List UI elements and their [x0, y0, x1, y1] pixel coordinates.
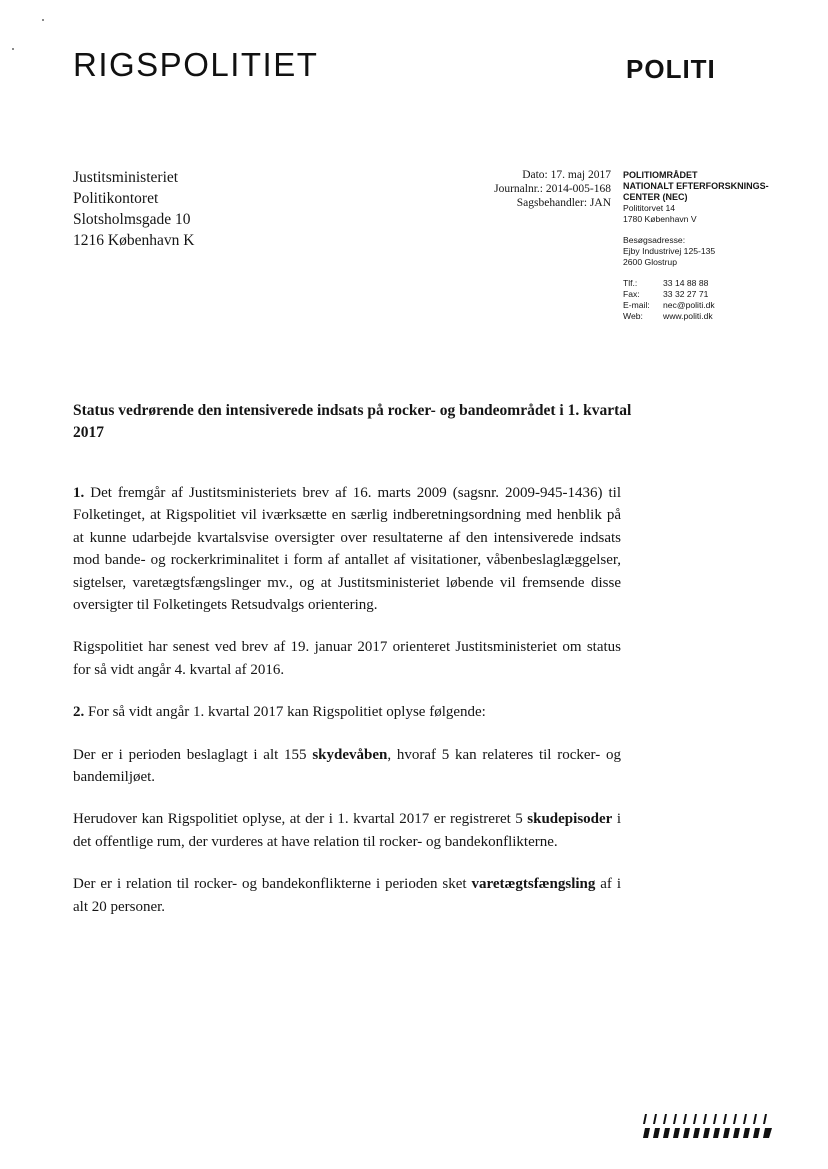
journal-number: Journalnr.: 2014-005-168	[494, 183, 611, 195]
contact-value: www.politi.dk	[663, 311, 713, 321]
paragraph-5	[73, 808, 621, 853]
contact-web	[623, 311, 769, 322]
paragraph-4	[73, 744, 621, 789]
letter-meta	[494, 168, 611, 210]
paragraph-2	[73, 636, 621, 681]
paragraph-1	[73, 482, 621, 616]
recipient-line: 1216 København K	[73, 232, 195, 249]
paragraph-text: Rigspolitiet har senest ved brev af 19. januar 2017 orienteret Justitsministeriet om status for så vidt angår 4. kvartal af 2016.	[73, 639, 621, 678]
contact-value: nec@politi.dk	[663, 300, 715, 310]
paragraph-text: af i alt 20 personer.	[73, 876, 621, 915]
case-handler: Sagsbehandler: JAN	[516, 197, 611, 209]
contact-key: Web:	[623, 311, 643, 321]
recipient-line: Slotsholmsgade 10	[73, 211, 191, 228]
unit-name: CENTER (NEC)	[623, 192, 688, 202]
scan-speck	[12, 48, 14, 50]
unit-name: POLITIOMRÅDET	[623, 170, 698, 180]
contact-key: Fax:	[623, 289, 640, 299]
unit-address: 1780 København V	[623, 214, 697, 224]
unit-name: NATIONALT EFTERFORSKNINGS-	[623, 181, 769, 191]
letter-body	[73, 482, 621, 938]
paragraph-3	[73, 701, 621, 723]
letter-subject: Status vedrørende den intensiverede indsats på rocker- og bandeområdet i 1. kvartal 2017	[73, 402, 632, 441]
paragraph-text: Der er i relation til rocker- og bandekonflikterne i perioden sket	[73, 876, 472, 893]
paragraph-text: Herudover kan Rigspolitiet oplyse, at der i 1. kvartal 2017 er registreret 5	[73, 811, 528, 828]
visit-address-label: Besøgsadresse:	[623, 235, 686, 245]
organization-title: RIGSPOLITIET	[73, 46, 319, 83]
paragraph-text: Det fremgår af Justitsministeriets brev af 16. marts 2009 (sagsnr. 2009-945-1436) til Folketinget, at Rigspolitiet vil iværksætte en særlig indberetningsordning med henblik på at kunne udarbejde kvartalsvise oversigter over resultaterne af den intensiverede indsats mod bande- og rockerkriminalitet i form af antallet af visitationer, våbenbeslaglæggelser, sigtelser, varetægtsfængslinger mv., og at Justitsministeriet løbende vil fremsende disse oversigter til Folketingets Retsudvalgs orientering.	[73, 485, 621, 614]
letter-date: Dato: 17. maj 2017	[522, 169, 611, 181]
section-number: 1.	[73, 485, 85, 501]
emphasis: skudepisoder	[527, 811, 613, 828]
paragraph-text: , hvoraf 5 kan relateres til rocker- og bandemiljøet.	[73, 746, 621, 786]
contact-key: Tlf.:	[623, 278, 638, 288]
recipient-line: Politikontoret	[73, 190, 159, 207]
visit-address: Ejby Industrivej 125-135	[623, 246, 716, 256]
contact-value: 33 32 27 71	[663, 289, 709, 299]
section-number: 2.	[73, 704, 85, 721]
contact-email	[623, 300, 769, 311]
unit-address: Polititorvet 14	[623, 203, 676, 213]
recipient-address	[73, 167, 194, 251]
paragraph-text: For så vidt angår 1. kvartal 2017 kan Rigspolitiet oplyse følgende:	[84, 704, 486, 721]
politi-logo: POLITI	[626, 54, 716, 84]
contact-key: E-mail:	[623, 300, 650, 310]
barcode-icon	[642, 1114, 774, 1140]
recipient-line: Justitsministeriet	[73, 169, 179, 186]
scan-speck	[42, 19, 44, 21]
sender-unit-block	[623, 170, 769, 322]
contact-phone	[623, 278, 769, 289]
contact-fax	[623, 289, 769, 300]
paragraph-6	[73, 873, 621, 918]
paragraph-text: i det offentlige rum, der vurderes at have relation til rocker- og bandekonflikterne.	[73, 811, 621, 850]
contact-value: 33 14 88 88	[663, 278, 709, 288]
emphasis: varetægtsfængsling	[471, 876, 596, 893]
visit-address: 2600 Glostrup	[623, 257, 677, 267]
paragraph-text: Der er i perioden beslaglagt i alt 155	[73, 746, 313, 763]
emphasis: skydevåben	[312, 746, 388, 763]
